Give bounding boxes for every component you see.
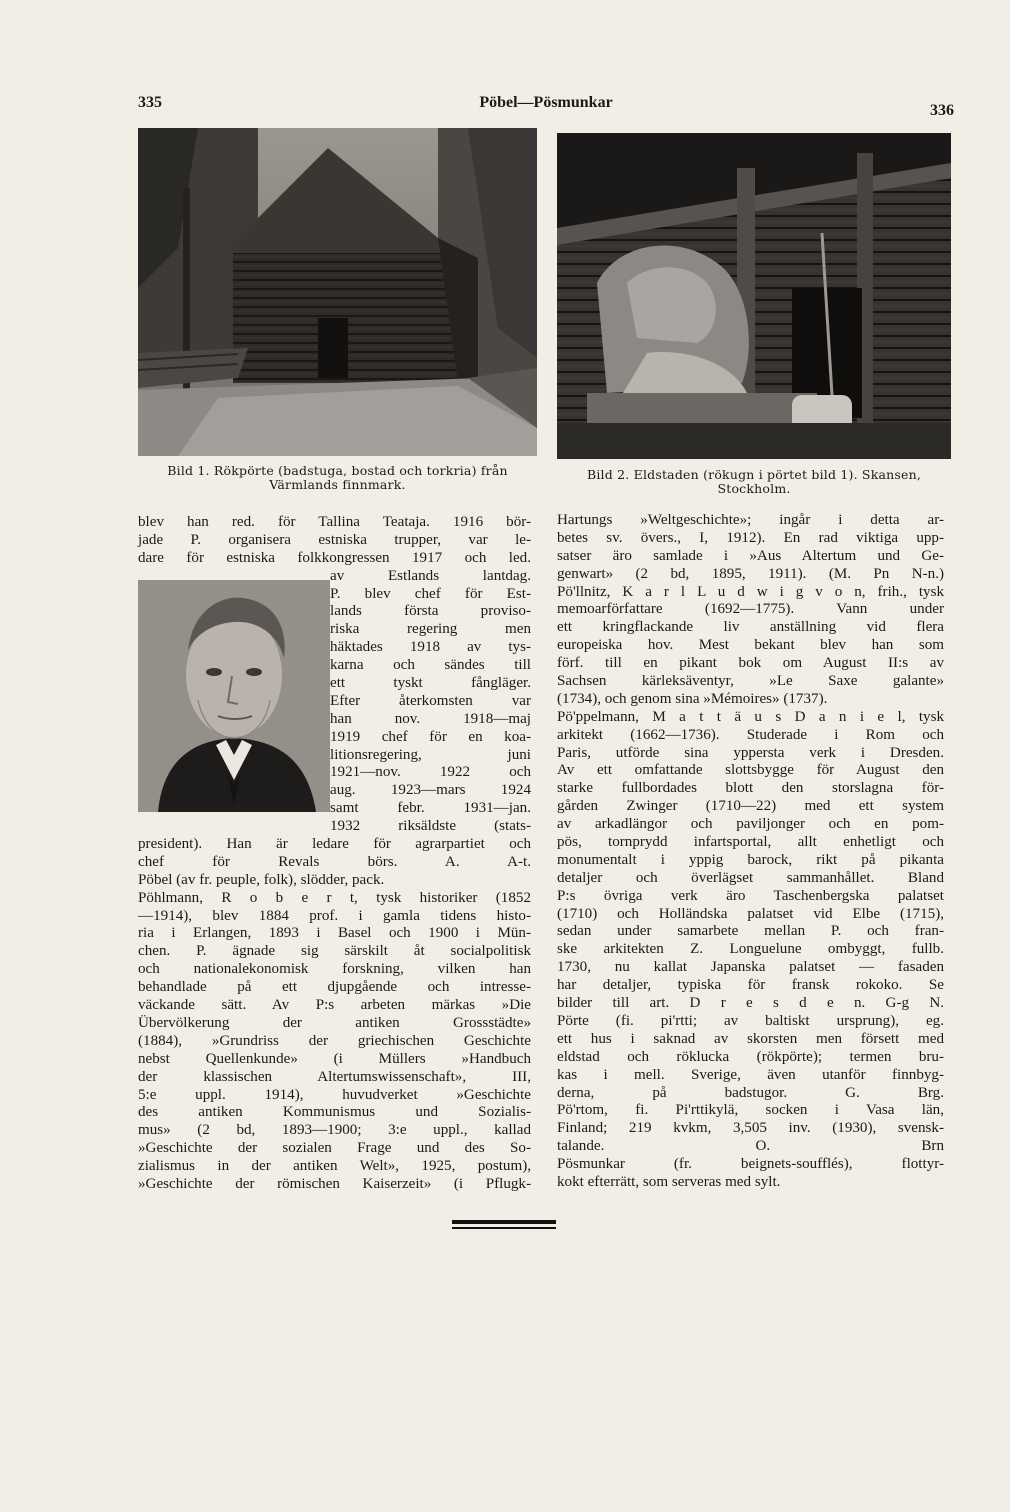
text-line: han nov. 1918—maj xyxy=(330,710,531,727)
text-line: Paris, utförde sina yppersta verk i Dresden. xyxy=(557,744,944,761)
text-line: zialismus in der antiken Welt», 1925, postum), xyxy=(138,1158,531,1175)
text-line: gården Zwinger (1710—22) med ett system xyxy=(557,798,944,815)
text-line: chen. P. ägnade sig särskilt åt socialpolitisk xyxy=(138,943,531,960)
text-line: »Geschichte der sozialen Frage und des So- xyxy=(138,1140,531,1157)
text-line: 1932 riksäldste (stats- xyxy=(330,818,531,835)
entry-porte: Pörte (fi. pi'rtti; av baltiskt ursprung), eg. xyxy=(557,1012,944,1029)
text-line: samt febr. 1931—jan. xyxy=(330,800,531,817)
text-line: lands första proviso- xyxy=(330,603,531,620)
photo-hearth xyxy=(557,133,951,459)
text-line: starke fullbordades blott den storslagna för- xyxy=(557,780,944,797)
text-line: (1734), och genom sina »Mémoires» (1737). xyxy=(557,690,828,707)
text-line: behandlade på ett djupgående och intresse- xyxy=(138,979,531,996)
text-line: kas i mell. Sverige, även utanför finnbyg- xyxy=(557,1066,944,1083)
running-head: Pöbel—Pösmunkar xyxy=(479,94,613,111)
text-line: aug. 1923—mars 1924 xyxy=(330,782,531,799)
figure-caption-2 xyxy=(557,468,951,496)
text-line: »Geschichte der römischen Kaiserzeit» (i Pflugk- xyxy=(138,1175,531,1192)
text-line: 5:e uppl. 1914), huvudverket »Geschichte xyxy=(138,1086,531,1103)
text-line: P:s övriga verk äro Taschenbergska palatset xyxy=(557,887,944,904)
text-line: 1919 chef för en koa- xyxy=(330,728,531,745)
text-line: mus» (2 bd, 1893—1900; 3:e uppl., kallad xyxy=(138,1122,531,1139)
text-line: har detaljer, typiska för fransk rokoko. Se xyxy=(557,977,944,994)
text-line: (1884), »Grundriss der griechischen Geschichte xyxy=(138,1032,531,1049)
text-line: ett hus i saknad av skorsten men försett med xyxy=(557,1030,944,1047)
left-column xyxy=(138,514,531,1194)
entry-posmunkar: Pösmunkar (fr. beignets-soufflés), flottyr- xyxy=(557,1156,944,1173)
text-line: Efter återkomsten var xyxy=(330,692,531,709)
end-rule-thick xyxy=(452,1220,556,1224)
text-line: europeiska hov. Mest bekant blev han som xyxy=(557,637,944,654)
text-line: memoarförfattare (1692—1775). Vann under xyxy=(557,601,944,618)
text-line: av arkadlängor och paviljonger och en pom- xyxy=(557,816,944,833)
page-number-right: 336 xyxy=(930,102,954,119)
text-line: monumentalt i yppig barock, rikt på pikanta xyxy=(557,851,944,868)
text-line: förf. till en pikant bok om August II:s av xyxy=(557,655,944,672)
entry-poppelmann: Pö'ppelmann, M a t t ä u s D a n i e l, tysk xyxy=(557,708,944,725)
text-line: ria i Erlangen, 1893 i Basel och 1900 i Mün- xyxy=(138,925,531,942)
text-line: dare för estniska folkkongressen 1917 och led. xyxy=(138,549,531,566)
text-line: detaljer och överlägset sammanhållet. Bland xyxy=(557,869,944,886)
text-line: Hartungs »Weltgeschichte»; ingår i detta ar- xyxy=(557,512,944,528)
entry-pohlmann: Pöhlmann, R o b e r t, tysk historiker (1852 xyxy=(138,889,531,906)
text-line: genwart» (2 bd, 1895, 1911). (M. Pn N-n.) xyxy=(557,565,944,582)
caption-line: Värmlands finnmark. xyxy=(269,477,406,492)
text-line: karna och sändes till xyxy=(330,657,531,674)
entry-pobel: Pöbel (av fr. peuple, folk), slödder, pack. xyxy=(138,871,385,888)
right-column xyxy=(557,512,944,1192)
page-header xyxy=(138,94,954,120)
text-line: pös, tornprydd infartsportal, allt enhetligt och xyxy=(557,834,944,851)
text-line: av Estlands lantdag. xyxy=(330,567,531,584)
text-line: Finland; 219 kvkm, 3,505 inv. (1930), svensk- xyxy=(557,1120,944,1137)
text-line: bilder till art. D r e s d e n. G-g N. xyxy=(557,995,944,1012)
text-line: derna, på badstugor. G. Brg. xyxy=(557,1084,944,1101)
text-line: sedan under samarbete mellan P. och fran- xyxy=(557,923,944,940)
text-line: der klassischen Altertumswissenschaft», III, xyxy=(138,1068,531,1085)
text-line: blev han red. för Tallina Teataja. 1916 bör- xyxy=(138,514,531,530)
figure-caption-1 xyxy=(138,464,537,492)
text-line: häktades 1918 av tys- xyxy=(330,639,531,656)
text-line: betes sv. övers., I, 1912). En rad viktiga upp- xyxy=(557,529,944,546)
text-line: P. blev chef för Est- xyxy=(330,585,531,602)
entry-portom: Pö'rtom, fi. Pi'rttikylä, socken i Vasa län, xyxy=(557,1102,944,1119)
text-line: arkitekt (1662—1736). Studerade i Rom och xyxy=(557,726,944,743)
text-line: 1730, nu kallat Japanska palatset — fasaden xyxy=(557,959,944,976)
text-line: kokt efterrätt, som serveras med sylt. xyxy=(557,1173,781,1190)
text-wrap-beside-portrait xyxy=(330,568,531,836)
text-line: litionsregering, juni xyxy=(330,746,531,763)
text-line: ske arkitekten Z. Longuelune ombyggt, fullb. xyxy=(557,941,944,958)
text-line: Sachsen kärleksäventyr, »Le Saxe galante» xyxy=(557,673,944,690)
text-line: Übervölkerung der antiken Grossstädte» xyxy=(138,1014,531,1031)
text-line: chef för Revals börs. A. A-t. xyxy=(138,853,531,870)
text-line: riska regering men xyxy=(330,621,531,638)
text-line: ett kringflackande liv anställning vid flera xyxy=(557,619,944,636)
text-line: des antiken Kommunismus und Sozialis- xyxy=(138,1104,531,1121)
text-line: president). Han är ledare för agrarpartiet och xyxy=(138,836,531,853)
text-line: satser äro samlade i »Aus Altertum und Ge- xyxy=(557,547,944,564)
text-line: —1914), blev 1884 prof. i gamla tidens histo- xyxy=(138,907,531,924)
photo-smoke-cabin xyxy=(138,128,537,456)
page-number-left: 335 xyxy=(138,94,162,111)
caption-line: Stockholm. xyxy=(717,481,791,496)
caption-line: Bild 2. Eldstaden (rökugn i pörtet bild 1). Skansen, xyxy=(586,467,922,482)
text-line: eldstad och röklucka (rökpörte); termen bru- xyxy=(557,1048,944,1065)
text-line: väckande sätt. Av P:s arbeten märkas »Die xyxy=(138,997,531,1014)
text-line: nebst Quellenkunde» (i Müllers »Handbuch xyxy=(138,1050,531,1067)
text-line: jade P. organisera estniska trupper, var le- xyxy=(138,531,531,548)
caption-line: Bild 1. Rökpörte (badstuga, bostad och torkria) från xyxy=(167,463,508,478)
text-line: och nationalekonomisk forskning, vilken han xyxy=(138,961,531,978)
end-rule-thin xyxy=(452,1227,556,1229)
entry-pollnitz: Pö'llnitz, K a r l L u d w i g v o n, frih., tysk xyxy=(557,583,944,600)
text-line: Av ett omfattande slottsbygge för August den xyxy=(557,762,944,779)
text-line: 1921—nov. 1922 och xyxy=(330,764,531,781)
text-line: (1710) och Holländska palatset vid Elbe (1715), xyxy=(557,905,944,922)
text-line: ett tyskt fångläger. xyxy=(330,675,531,692)
text-line: talande. O. Brn xyxy=(557,1138,944,1155)
